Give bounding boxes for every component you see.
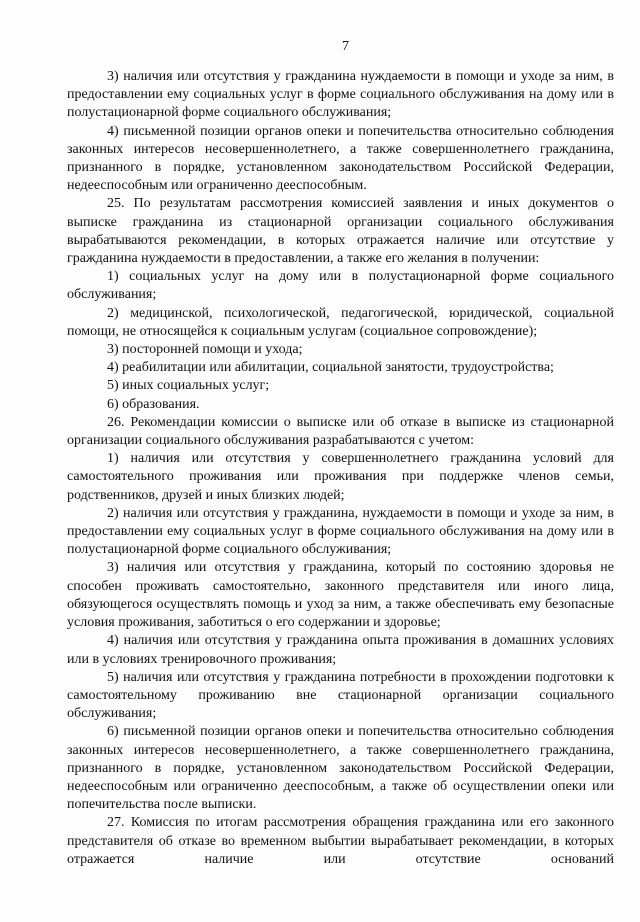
list-item-outside-help: 3) посторонней помощи и ухода;	[107, 342, 303, 358]
paragraph-26-discharge-criteria: 26. Рекомендации комиссии о выписке или об отказе в выписке из стационарной организации социального обслуживания разрабатываются с учетом:	[67, 414, 614, 449]
document-body	[67, 68, 614, 869]
criteria-item-guardianship-position: 6) письменной позиции органов опеки и попечительства относительно соблюдения законных интересов несовершеннолетнего, а также совершеннолетнего гражданина, признанного в порядке, установленном законодательством Российской Федерации, недееспособным или ограниченно дееспособным, а также об осуществлении опеки или попечительства после выписки.	[67, 724, 614, 813]
criteria-item-home-experience: 4) наличия или отсутствия у гражданина опыта проживания в домашних условиях или в условиях тренировочного проживания;	[67, 633, 614, 667]
criteria-item-training-need: 5) наличия или отсутствия у гражданина потребности в прохождении подготовки к самостоятельному проживанию вне стационарной организации социального обслуживания;	[67, 669, 614, 722]
paragraph-item-4-guardianship-position: 4) письменной позиции органов опеки и попечительства относительно соблюдения законных интересов несовершеннолетнего, а также совершеннолетнего гражданина, признанного в порядке, установленном законодательством Российской Федерации, недееспособным или ограниченно дееспособным.	[67, 123, 614, 194]
paragraph-27-commission: 27. Комиссия по итогам рассмотрения обращения гражданина или его законного представителя об отказе во временном выбытии вырабатывает рекомендации, в которых отражается наличие или отсутствие оснований	[67, 815, 614, 867]
list-item-social-support: 2) медицинской, психологической, педагогической, юридической, социальной помощи, не относящейся к социальным услугам (социальное сопровождение);	[67, 305, 614, 339]
criteria-item-legal-representative: 3) наличия или отсутствия у гражданина, который по состоянию здоровья не способен проживать самостоятельно, законного представителя или иного лица, обязующегося осуществлять помощь и уход за ним, а также обеспечивать ему безопасные условия проживания, заботиться о его содержании и здоровье;	[67, 560, 614, 631]
list-item-rehabilitation: 4) реабилитации или абилитации, социальной занятости, трудоустройства;	[107, 360, 554, 376]
page-number: 7	[342, 39, 349, 54]
criteria-item-independent-living: 1) наличия или отсутствия у совершеннолетнего гражданина условий для самостоятельного проживания или проживания при поддержке членов семьи, родственников, друзей и иных близких людей;	[67, 451, 614, 503]
criteria-item-care-need: 2) наличия или отсутствия у гражданина, нуждаемости в помощи и уходе за ним, в предоставлении ему социальных услуг в форме социального обслуживания на дому или в полустационарной форме социального обслуживания;	[67, 505, 614, 558]
paragraph-item-3-care-need: 3) наличия или отсутствия у гражданина нуждаемости в помощи и уходе за ним, в предоставлении ему социальных услуг в форме социального обслуживания на дому или в полустационарной форме социального обслуживания;	[67, 69, 614, 121]
list-item-education: 6) образования.	[107, 396, 200, 412]
list-item-home-services: 1) социальных услуг на дому или в полустационарной форме социального обслуживания;	[67, 269, 614, 303]
list-item-other-services: 5) иных социальных услуг;	[107, 378, 270, 394]
paragraph-25-recommendations: 25. По результатам рассмотрения комиссией заявления и иных документов о выписке гражданина из стационарной организации социального обслуживания вырабатываются рекомендации, в которых отражается наличие или отсутствие у гражданина нуждаемости в предоставлении, а также его желания в получении:	[67, 196, 614, 267]
